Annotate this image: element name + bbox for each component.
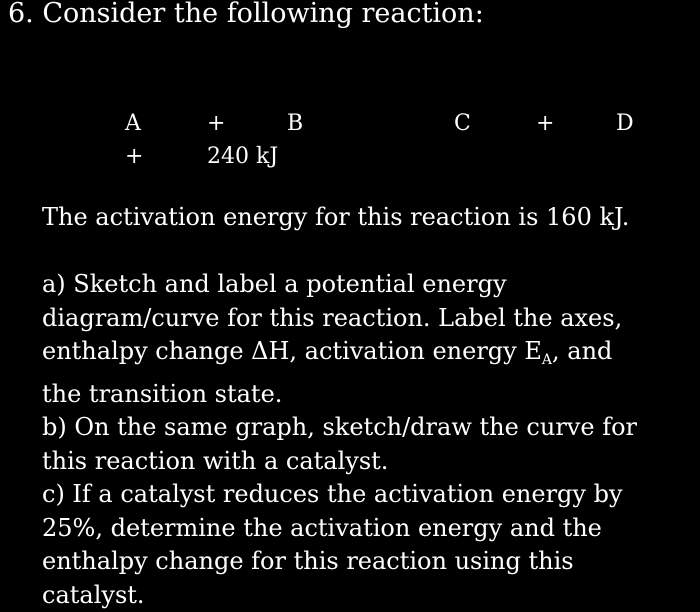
activation-energy-statement: The activation energy for this reaction is 160 kJ. <box>42 203 629 231</box>
part-a-line: the transition state. <box>42 378 682 412</box>
subscript-a: A <box>542 352 552 368</box>
part-c-line: catalyst. <box>42 579 682 612</box>
part-c-line: c) If a catalyst reduces the activation energy by <box>42 478 682 512</box>
plus-sign: + <box>125 144 143 169</box>
question-parts <box>42 268 682 612</box>
reactant-a: A <box>125 111 141 136</box>
plus-sign: + <box>536 111 554 136</box>
part-b-line: b) On the same graph, sketch/draw the curve for <box>42 411 682 445</box>
energy-term: 240 kJ <box>207 144 278 169</box>
reactant-b: B <box>287 111 303 136</box>
part-a-line: diagram/curve for this reaction. Label the axes, <box>42 302 682 336</box>
part-a-line <box>42 335 682 378</box>
product-c: C <box>454 111 471 136</box>
part-a-text: enthalpy change ΔH, activation energy E <box>42 337 542 365</box>
part-b-line: this reaction with a catalyst. <box>42 445 682 479</box>
product-d: D <box>616 111 634 136</box>
plus-sign: + <box>207 111 225 136</box>
part-c-line: enthalpy change for this reaction using this <box>42 545 682 579</box>
part-a-text: , and <box>552 337 612 365</box>
question-title: 6. Consider the following reaction: <box>8 0 484 29</box>
part-a-line: a) Sketch and label a potential energy <box>42 268 682 302</box>
part-c-line: 25%, determine the activation energy and the <box>42 512 682 546</box>
